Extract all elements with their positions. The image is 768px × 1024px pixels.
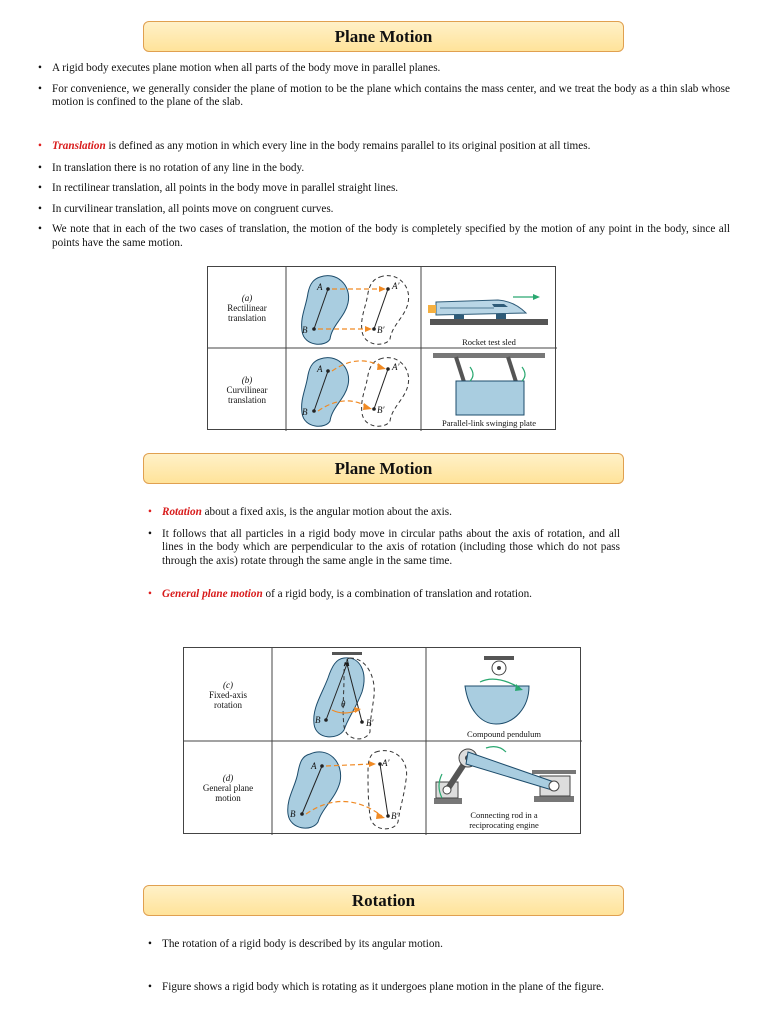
translation-bullets	[37, 140, 730, 251]
list-item: • In rectilinear translation, all points in the body move in parallel straight lines.	[37, 182, 730, 196]
point-label-a: A	[317, 364, 323, 374]
row-a-letter: (a)	[241, 293, 253, 303]
row-c-label: Fixed-axis rotation	[209, 690, 247, 710]
swinging-plate-illustration	[433, 353, 545, 415]
list-item: • A rigid body executes plane motion when all parts of the body move in parallel planes.	[37, 62, 730, 76]
point-label-b: B	[302, 407, 308, 417]
connecting-rod-caption: Connecting rod in a reciprocating engine	[469, 810, 539, 830]
rotation-description-bullets	[147, 938, 620, 994]
list-item-rotation	[147, 506, 620, 520]
connecting-rod-illustration	[434, 747, 576, 804]
list-item: • For convenience, we generally consider the plane of motion to be the plane which contains the mass center, and we treat the body as a thin slab whose motion is confined to the plane of the slab.	[37, 83, 730, 110]
list-item: • In translation there is no rotation of any line in the body.	[37, 162, 730, 176]
rotation-figure-graphic	[184, 648, 582, 835]
point-label-b: B	[290, 809, 296, 819]
rotation-bullets	[147, 506, 620, 602]
rotation-term: Rotation	[162, 506, 202, 518]
point-label-a-prime: A′	[382, 758, 390, 768]
list-item: • The rotation of a rigid body is described by its angular motion.	[147, 938, 620, 952]
section-title-plane-motion-1: Plane Motion	[143, 21, 624, 52]
compound-pendulum-illustration	[465, 656, 529, 724]
rocket-sled-illustration	[428, 294, 548, 325]
translation-term: Translation	[52, 140, 106, 152]
row-b-letter: (b)	[241, 375, 253, 385]
point-label-b-prime: B′	[366, 718, 374, 728]
rigid-body-shape	[302, 276, 349, 345]
row-d-label: General plane motion	[202, 783, 254, 803]
point-label-a: A	[317, 282, 323, 292]
translated-body-outline	[362, 358, 409, 427]
row-c-letter: (c)	[223, 680, 233, 690]
rigid-body-shape	[314, 658, 364, 737]
row-d-letter: (d)	[222, 773, 234, 783]
rocket-sled-caption: Rocket test sled	[462, 337, 516, 347]
translated-body-outline	[362, 276, 409, 345]
list-item: • In curvilinear translation, all points move on congruent curves.	[37, 203, 730, 217]
rotation-definition: about a fixed axis, is the angular motion about the axis.	[201, 506, 452, 518]
swinging-plate-caption: Parallel-link swinging plate	[442, 418, 536, 428]
row-b-label: Curvilinear translation	[226, 385, 268, 405]
section-title-rotation: Rotation	[143, 885, 624, 916]
intro-bullets	[37, 62, 730, 110]
list-item-translation	[37, 140, 730, 154]
point-label-a: A	[311, 761, 317, 771]
rotation-figure	[183, 647, 581, 834]
point-label-b-prime: B′	[377, 325, 385, 335]
list-item: • We note that in each of the two cases of translation, the motion of the body is completely specified by the motion of any point in the body, since all points have the same motion.	[37, 223, 730, 250]
list-item-general-plane-motion	[147, 588, 620, 602]
point-label-b: B	[302, 325, 308, 335]
point-label-a-prime: A′	[392, 281, 400, 291]
point-label-a: A	[344, 658, 350, 668]
translation-definition: is defined as any motion in which every line in the body remains parallel to its original position at all times.	[105, 140, 591, 152]
point-label-b-prime: B′	[391, 811, 399, 821]
section-title-plane-motion-2: Plane Motion	[143, 453, 624, 484]
theta-label: θ	[341, 699, 346, 709]
list-item: • Figure shows a rigid body which is rotating as it undergoes plane motion in the plane of the figure.	[147, 981, 620, 995]
list-item: • It follows that all particles in a rigid body move in circular paths about the axis of rotation, and all lines in the body which are perpendicular to the axis of rotation (including those which do not pass through the axis) rotate through the same angle in the same time.	[147, 528, 620, 569]
point-label-a-prime: A′	[392, 362, 400, 372]
point-label-b: B	[315, 715, 321, 725]
row-a-label: Rectilinear translation	[227, 303, 267, 323]
point-label-b-prime: B′	[377, 405, 385, 415]
general-plane-motion-term: General plane motion	[162, 588, 263, 601]
translation-figure	[207, 266, 556, 430]
rigid-body-shape	[302, 358, 349, 427]
compound-pendulum-caption: Compound pendulum	[467, 729, 541, 739]
general-plane-motion-definition: of a rigid body, is a combination of translation and rotation.	[262, 588, 532, 601]
